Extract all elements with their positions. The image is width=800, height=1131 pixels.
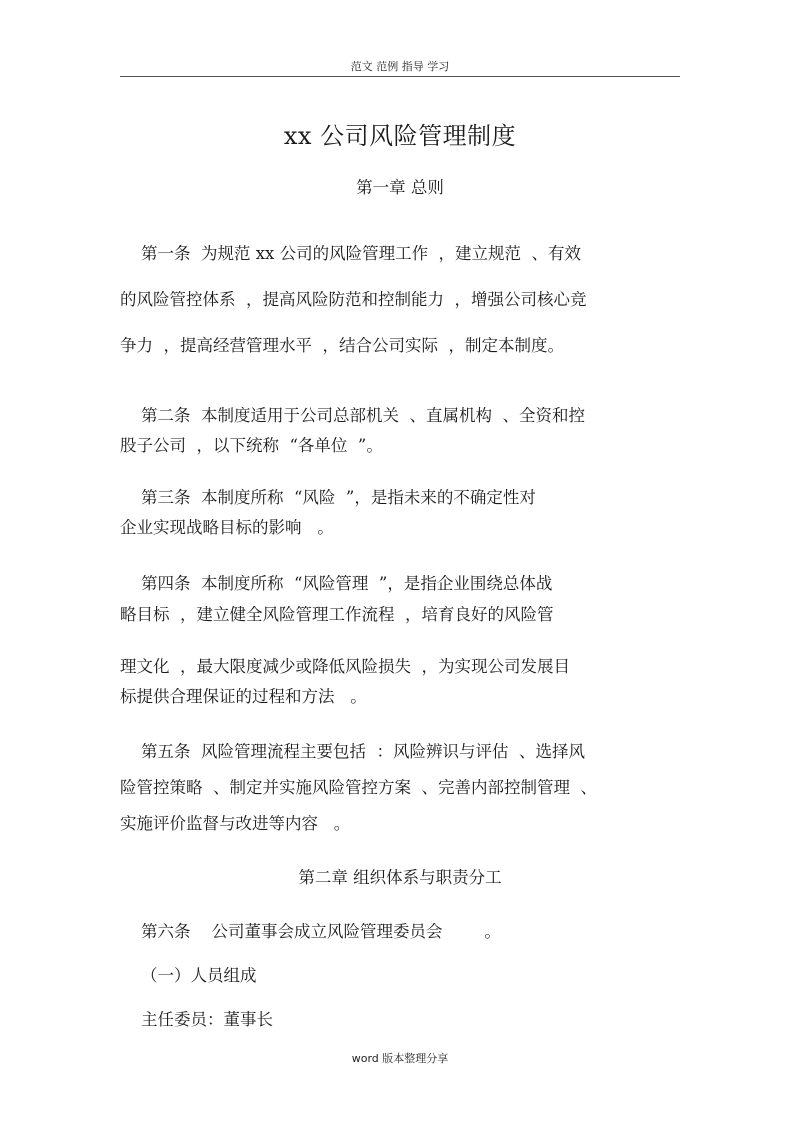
section-personnel-heading: （一）人员组成 [120,966,257,985]
article-4-line-3: 理文化 ，最大限度减少或降低风险损失 ，为实现公司发展目 [120,657,570,676]
article-1-line-2: 的风险管控体系 ，提高风险防范和控制能力 ，增强公司核心竞 [120,290,587,309]
article-5-line-3: 实施评价监督与改进等内容 。 [120,814,351,833]
page-footer: word 版本整理分享 [351,1052,449,1065]
article-4-line-2: 略目标 ，建立健全风险管理工作流程 ，培育良好的风险管 [120,605,554,624]
article-1-line-1: 第一条 为规范 xx 公司的风险管理工作 ，建立规范 、有效 [120,244,582,263]
article-2-line-2: 股子公司 ，以下统称 “各单位 ”。 [120,436,383,455]
article-4-line-4: 标提供合理保证的过程和方法 。 [120,687,367,706]
article-3-line-2: 企业实现战略目标的影响 。 [120,518,334,537]
chapter-2-heading: 第二章 组织体系与职责分工 [298,868,502,887]
header-divider [120,76,680,77]
article-6-line-1: 第六条 公司董事会成立风险管理委员会 。 [120,922,501,941]
article-5-line-2: 险管控策略 、制定并实施风险管控方案 、完善内部控制管理 、 [120,778,597,797]
article-4-line-1: 第四条 本制度所称 “风险管理 ”，是指企业围绕总体战 [120,574,553,593]
chapter-1-heading: 第一章 总则 [356,178,444,197]
committee-chair-line: 主任委员：董事长 [120,1010,273,1029]
article-2-line-1: 第二条 本制度适用于公司总部机关 、直属机构 、全资和控 [120,406,585,425]
article-5-line-1: 第五条 风险管理流程主要包括 ：风险辨识与评估 、选择风 [120,742,585,761]
document-title: xx 公司风险管理制度 [283,122,517,150]
article-3-line-1: 第三条 本制度所称 “风险 ”，是指未来的不确定性对 [120,488,536,507]
article-1-line-3: 争力 ，提高经营管理水平 ，结合公司实际 ，制定本制度。 [120,336,564,355]
header-text: 范文 范例 指导 学习 [350,60,450,73]
